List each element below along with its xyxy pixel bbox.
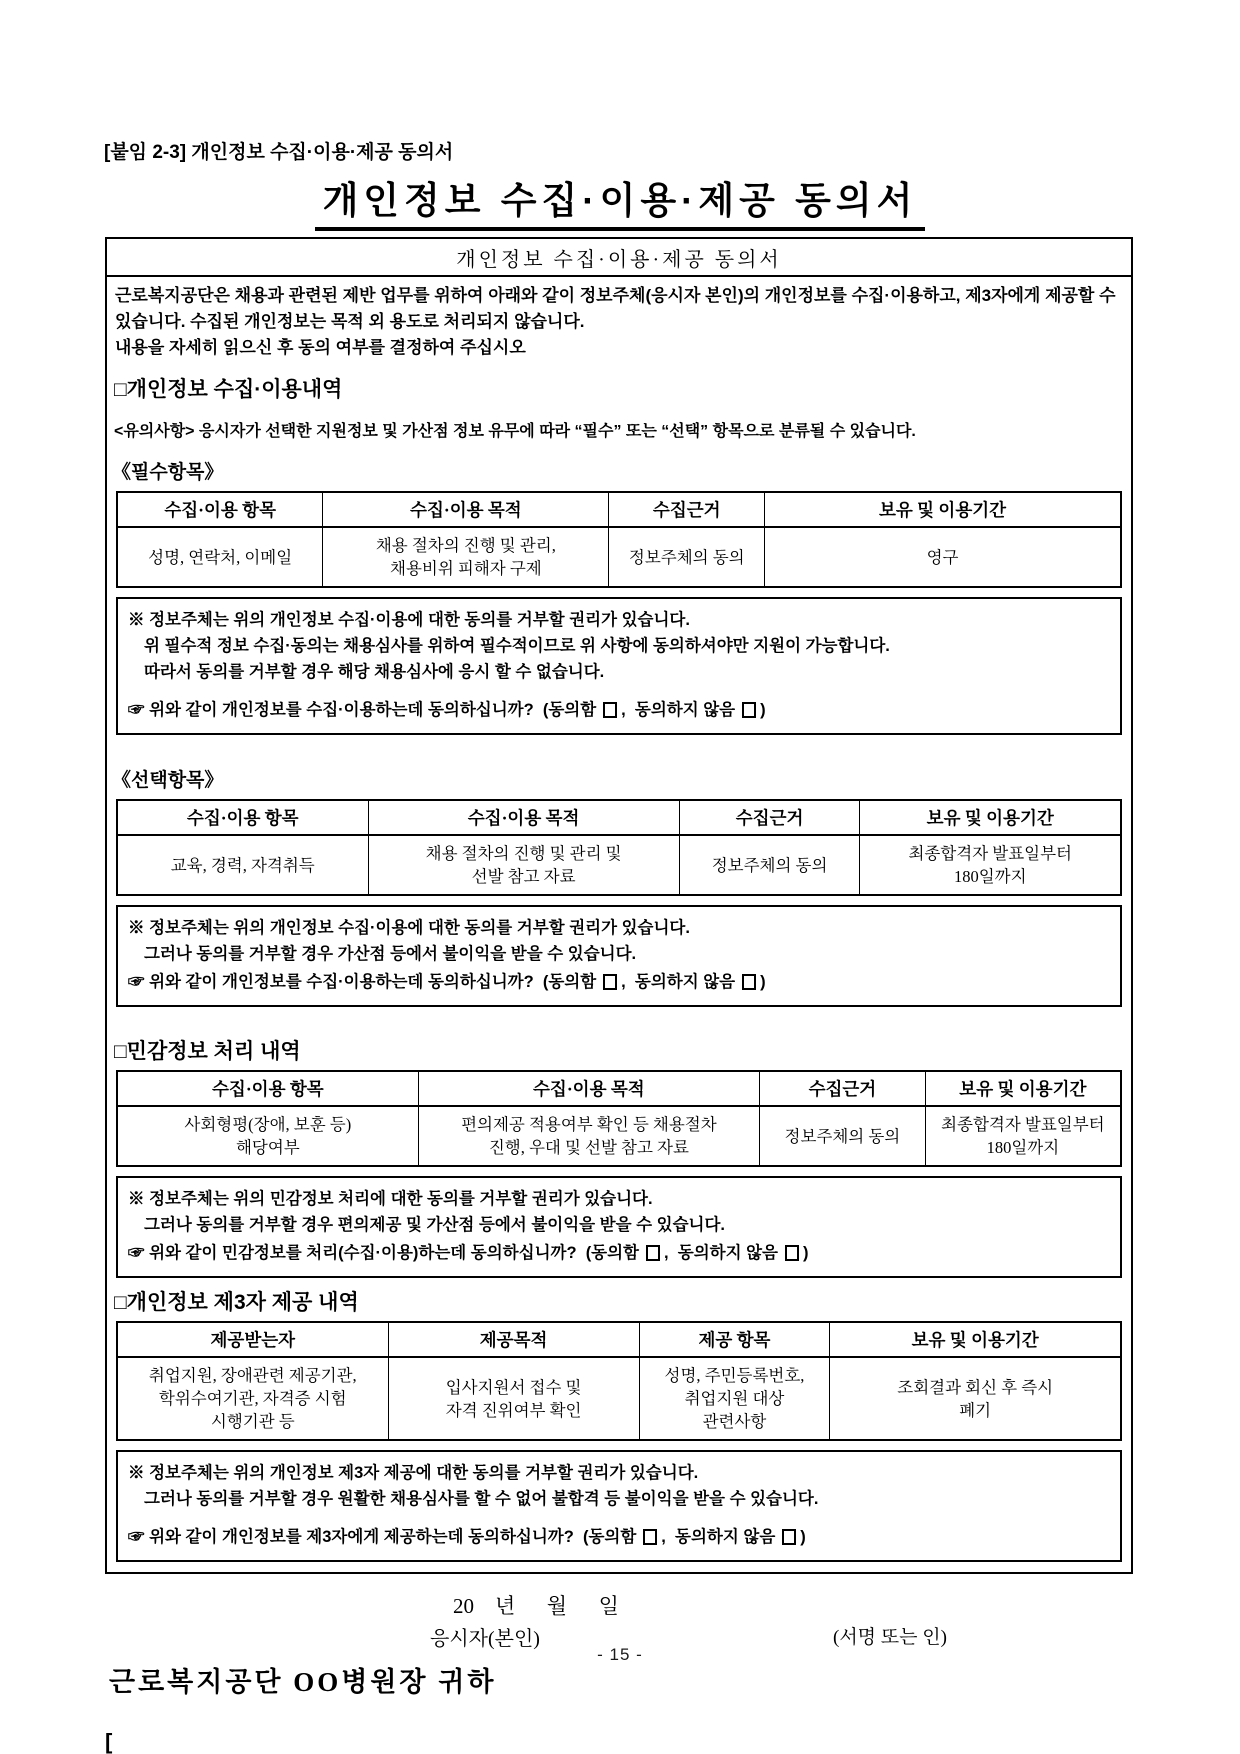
table-cell: 정보주체의 동의 xyxy=(760,1106,926,1166)
table-cell: 편의제공 적용여부 확인 등 채용절차 진행, 우대 및 선발 참고 자료 xyxy=(418,1106,759,1166)
table-cell: 최종합격자 발표일부터 180일까지 xyxy=(925,1106,1121,1166)
optional-items-table xyxy=(116,799,1122,896)
consent-question-text: ) xyxy=(802,1244,809,1262)
table-row xyxy=(117,1106,1121,1166)
table-header-cell: 수집·이용 항목 xyxy=(117,1071,418,1106)
table-cell: 채용 절차의 진행 및 관리, 채용비위 피해자 구제 xyxy=(323,527,609,587)
notice-line: 그러나 동의를 거부할 경우 가산점 등에서 불이익을 받을 수 있습니다. xyxy=(144,945,637,963)
notice-line: 그러나 동의를 거부할 경우 편의제공 및 가산점 등에서 불이익을 받을 수 있습니다. xyxy=(144,1216,725,1234)
consent-agree-checkbox[interactable] xyxy=(603,702,617,718)
notice-box-optional xyxy=(116,905,1122,1007)
table-cell: 영구 xyxy=(765,527,1121,587)
notice-line: ※ 정보주체는 위의 개인정보 수집·이용에 대한 동의를 거부할 권리가 있습니다. xyxy=(128,611,690,629)
consent-question xyxy=(128,1524,1110,1550)
consent-disagree-checkbox[interactable] xyxy=(785,1245,799,1261)
intro-text: 근로복지공단은 채용과 관련된 제반 업무를 위하여 아래와 같이 정보주체(응시자 본인)의 개인정보를 수집·이용하고, 제3자에게 제공할 수 있습니다. 수집된 개인정보는 목적 외 용도로 처리되지 않습니다. 내용을 자세히 읽으신 후 동의 여부를 결정하여 주십시오 xyxy=(115,286,1116,357)
table-header-cell: 제공목적 xyxy=(388,1322,639,1357)
table-header-cell: 수집·이용 목적 xyxy=(323,492,609,527)
consent-agree-checkbox[interactable] xyxy=(603,974,617,990)
notice-line: ※ 정보주체는 위의 개인정보 수집·이용에 대한 동의를 거부할 권리가 있습니다. xyxy=(128,919,690,937)
table-row xyxy=(117,1357,1121,1440)
consent-question-text: ☞ 위와 같이 민감정보를 처리(수집·이용)하는데 동의하십니까? (동의함 xyxy=(128,1244,639,1262)
document-title-text: 개인정보 수집·이용·제공 동의서 xyxy=(315,170,926,231)
table-cell: 조회결과 회신 후 즉시 폐기 xyxy=(830,1357,1121,1440)
signature-label: (서명 또는 인) xyxy=(833,1627,947,1648)
sensitive-items-table xyxy=(116,1070,1122,1167)
table-cell: 사회형평(장애, 보훈 등) 해당여부 xyxy=(117,1106,418,1166)
document-body xyxy=(105,237,1133,1754)
stray-bracket: [ xyxy=(105,1729,113,1754)
consent-disagree-checkbox[interactable] xyxy=(742,702,756,718)
consent-question-text: ☞ 위와 같이 개인정보를 수집·이용하는데 동의하십니까? (동의함 xyxy=(128,973,597,991)
recipient-line: 근로복지공단 OO병원장 귀하 xyxy=(109,1667,497,1697)
table-header-cell: 수집근거 xyxy=(760,1071,926,1106)
table-cell: 취업지원, 장애관련 제공기관, 학위수여기관, 자격증 시험 시행기관 등 xyxy=(117,1357,388,1440)
notice-line: ※ 정보주체는 위의 개인정보 제3자 제공에 대한 동의를 거부할 권리가 있습니다. xyxy=(128,1464,699,1482)
table-cell: 성명, 연락처, 이메일 xyxy=(117,527,323,587)
consent-question-text: , 동의하지 않음 xyxy=(621,973,736,991)
consent-agree-checkbox[interactable] xyxy=(643,1529,657,1545)
table-header-cell: 수집·이용 항목 xyxy=(117,800,368,835)
page-number: - 15 - xyxy=(597,1645,643,1664)
caution-note: <유의사항> 응시자가 선택한 지원정보 및 가산점 정보 유무에 따라 “필수” 또는 “선택” 항목으로 분류될 수 있습니다. xyxy=(114,423,916,440)
table-header-cell: 제공받는자 xyxy=(117,1322,388,1357)
table-header-row xyxy=(117,1071,1121,1106)
table-row xyxy=(117,835,1121,895)
table-header-cell: 수집·이용 항목 xyxy=(117,492,323,527)
table-header-row xyxy=(117,800,1121,835)
consent-question xyxy=(128,969,1110,995)
consent-question xyxy=(128,697,1110,723)
notice-line: 그러나 동의를 거부할 경우 원활한 채용심사를 할 수 없어 불합격 등 불이익을 받을 수 있습니다. xyxy=(144,1490,819,1508)
required-items-table xyxy=(116,491,1122,588)
consent-question xyxy=(128,1240,1110,1266)
consent-disagree-checkbox[interactable] xyxy=(782,1529,796,1545)
table-header-cell: 보유 및 이용기간 xyxy=(925,1071,1121,1106)
attachment-label: [붙임 2-3] 개인정보 수집·이용·제공 동의서 xyxy=(104,142,454,163)
consent-question-text: ☞ 위와 같이 개인정보를 제3자에게 제공하는데 동의하십니까? (동의함 xyxy=(128,1528,637,1546)
notice-box-required xyxy=(116,597,1122,735)
table-cell: 최종합격자 발표일부터 180일까지 xyxy=(860,835,1121,895)
table-header-cell: 제공 항목 xyxy=(639,1322,830,1357)
table-header-cell: 수집근거 xyxy=(679,800,860,835)
document-title xyxy=(0,170,1240,231)
consent-disagree-checkbox[interactable] xyxy=(742,974,756,990)
date-line: 20 년 월 일 xyxy=(453,1594,619,1618)
section-heading-sensitive: □민감정보 처리 내역 xyxy=(114,1040,301,1063)
consent-question-text: , 동의하지 않음 xyxy=(661,1528,776,1546)
consent-form-box xyxy=(105,237,1133,1574)
table-header-cell: 보유 및 이용기간 xyxy=(830,1322,1121,1357)
table-cell: 채용 절차의 진행 및 관리 및 선발 참고 자료 xyxy=(368,835,679,895)
table-header-cell: 보유 및 이용기간 xyxy=(765,492,1121,527)
thirdparty-table xyxy=(116,1321,1122,1441)
required-items-label: 《필수항목》 xyxy=(112,462,224,483)
table-header-row xyxy=(117,1322,1121,1357)
notice-line: ※ 정보주체는 위의 민감정보 처리에 대한 동의를 거부할 권리가 있습니다. xyxy=(128,1190,653,1208)
consent-question-text: , 동의하지 않음 xyxy=(621,701,736,719)
table-cell: 교육, 경력, 자격취득 xyxy=(117,835,368,895)
notice-box-sensitive xyxy=(116,1176,1122,1278)
consent-question-text: ☞ 위와 같이 개인정보를 수집·이용하는데 동의하십니까? (동의함 xyxy=(128,701,597,719)
section-heading-thirdparty: □개인정보 제3자 제공 내역 xyxy=(114,1291,359,1314)
notice-line: 따라서 동의를 거부할 경우 해당 채용심사에 응시 할 수 없습니다. xyxy=(144,663,605,681)
table-cell: 성명, 주민등록번호, 취업지원 대상 관련사항 xyxy=(639,1357,830,1440)
table-header-cell: 수집·이용 목적 xyxy=(418,1071,759,1106)
consent-question-text: ) xyxy=(760,973,766,991)
optional-items-label: 《선택항목》 xyxy=(112,770,224,791)
table-header-cell: 보유 및 이용기간 xyxy=(860,800,1121,835)
applicant-label: 응시자(본인) xyxy=(430,1628,540,1650)
consent-question-text: , 동의하지 않음 xyxy=(664,1244,778,1262)
section-heading-collection: □개인정보 수집·이용내역 xyxy=(114,378,343,401)
notice-line: 위 필수적 정보 수집·동의는 채용심사를 위하여 필수적이므로 위 사항에 동의하셔야만 지원이 가능합니다. xyxy=(144,637,890,655)
consent-agree-checkbox[interactable] xyxy=(646,1245,660,1261)
table-cell: 정보주체의 동의 xyxy=(609,527,765,587)
table-cell: 입사지원서 접수 및 자격 진위여부 확인 xyxy=(388,1357,639,1440)
form-title: 개인정보 수집·이용·제공 동의서 xyxy=(107,239,1131,277)
consent-question-text: ) xyxy=(760,701,766,719)
table-header-cell: 수집근거 xyxy=(609,492,765,527)
table-row xyxy=(117,527,1121,587)
table-header-row xyxy=(117,492,1121,527)
notice-box-thirdparty xyxy=(116,1450,1122,1562)
table-cell: 정보주체의 동의 xyxy=(679,835,860,895)
consent-question-text: ) xyxy=(800,1528,806,1546)
table-header-cell: 수집·이용 목적 xyxy=(368,800,679,835)
